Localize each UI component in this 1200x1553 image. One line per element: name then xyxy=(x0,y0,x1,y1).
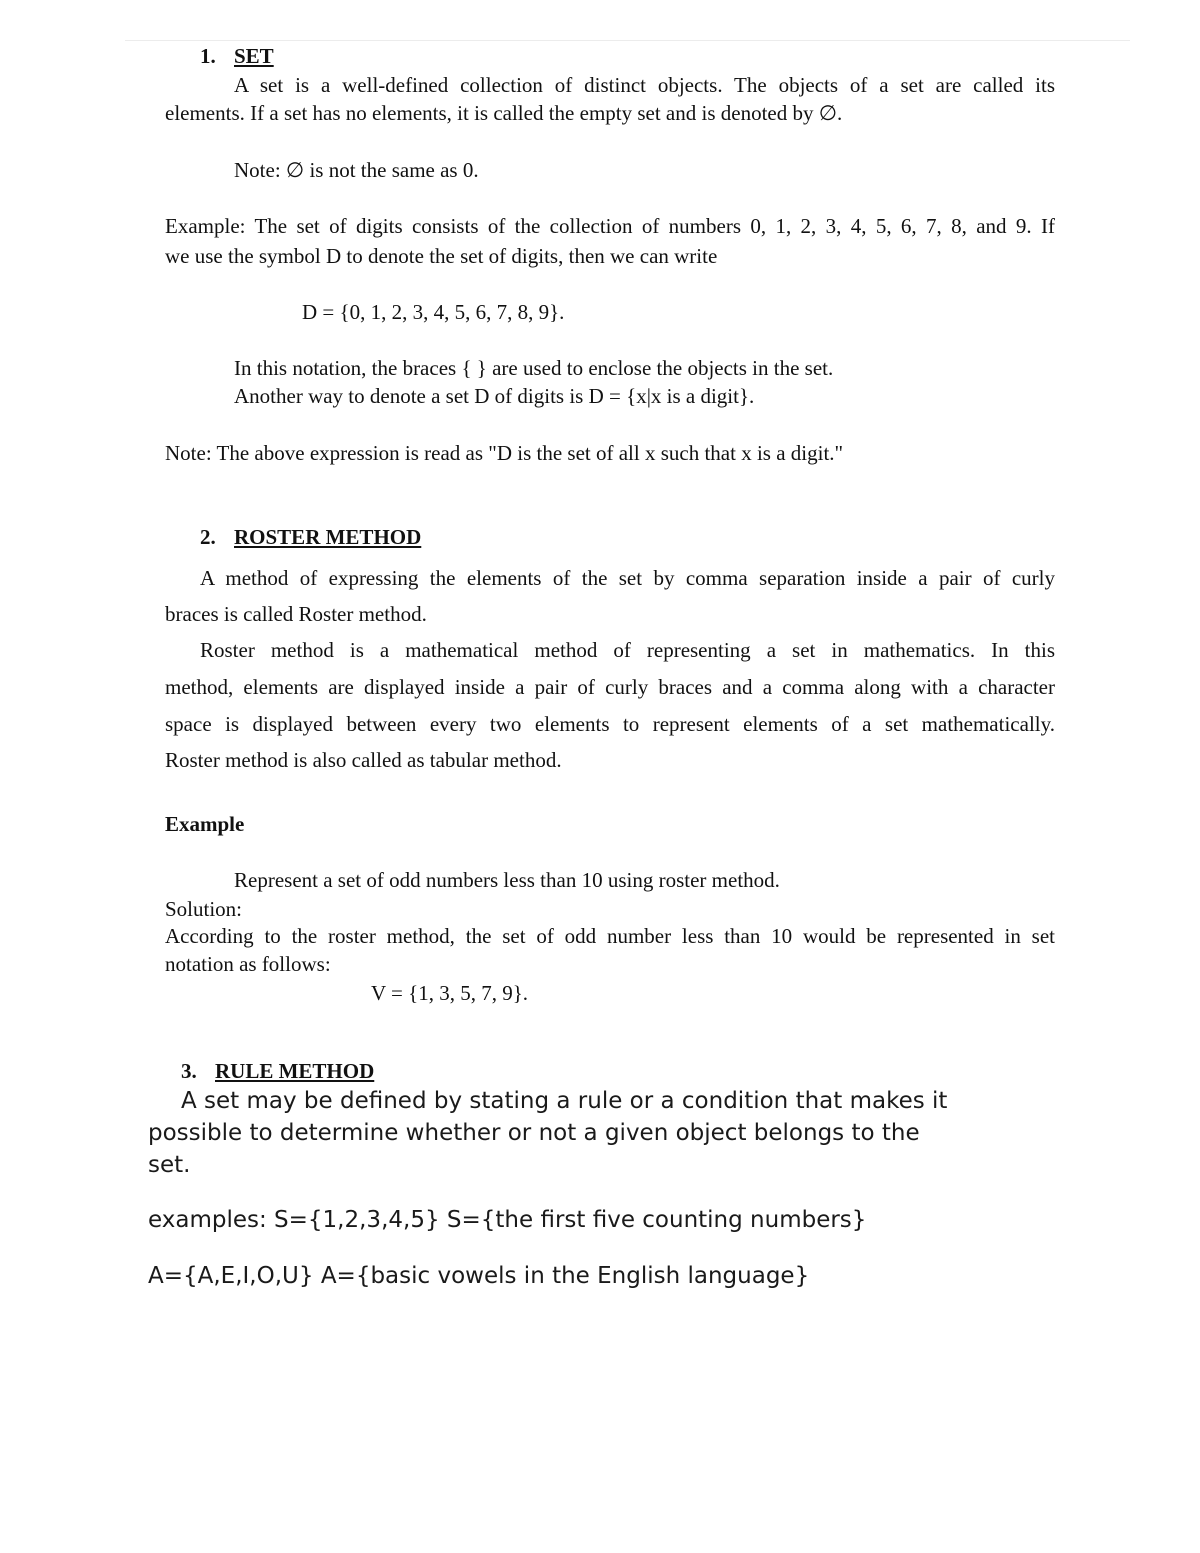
digits-example-line-2: we use the symbol D to denote the set of digits, then we can write xyxy=(165,244,718,268)
note-empty-set: Note: ∅ is not the same as 0. xyxy=(234,158,479,182)
roster-description-line-3: space is displayed between every two elements to represent elements of a set mathematically. xyxy=(165,712,1055,736)
roster-description-line-2: method, elements are displayed inside a pair of curly braces and a comma along with a character xyxy=(165,675,1055,699)
braces-explanation-line-1: In this notation, the braces { } are used to enclose the objects in the set. xyxy=(234,356,834,380)
example-heading: Example xyxy=(165,812,245,836)
braces-explanation-line-2: Another way to denote a set D of digits is D = {x|x is a digit}. xyxy=(234,384,755,408)
rule-examples-line-1: examples: S={1,2,3,4,5} S={the first five counting numbers} xyxy=(148,1207,867,1233)
digits-example-line-1: Example: The set of digits consists of the collection of numbers 0, 1, 2, 3, 4, 5, 6, 7, 8, and 9. If xyxy=(165,214,1055,238)
section-title: ROSTER METHOD xyxy=(234,525,422,549)
odd-set-notation: V = {1, 3, 5, 7, 9}. xyxy=(371,981,529,1005)
note-read-expression: Note: The above expression is read as "D is the set of all x such that x is a digit." xyxy=(165,441,844,465)
solution-line-1: According to the roster method, the set of odd number less than 10 would be represented in set xyxy=(165,924,1055,948)
section-number: 3. xyxy=(181,1059,197,1083)
section-title: SET xyxy=(234,44,274,68)
section-heading-set xyxy=(200,42,274,71)
set-definition-line-1: A set is a well-defined collection of distinct objects. The objects of a set are called its xyxy=(234,73,1055,97)
section-heading-roster xyxy=(200,523,421,552)
page-top-border xyxy=(125,40,1130,41)
solution-label: Solution: xyxy=(165,897,243,921)
rule-examples-line-2: A={A,E,I,O,U} A={basic vowels in the English language} xyxy=(148,1263,810,1289)
section-heading-rule xyxy=(181,1057,374,1086)
digits-set-notation: D = {0, 1, 2, 3, 4, 5, 6, 7, 8, 9}. xyxy=(302,300,565,324)
roster-definition-line-2: braces is called Roster method. xyxy=(165,602,427,626)
roster-description-line-1: Roster method is a mathematical method of representing a set in mathematics. In this xyxy=(200,638,1055,662)
section-number: 2. xyxy=(200,525,216,549)
roster-definition-line-1: A method of expressing the elements of the set by comma separation inside a pair of curly xyxy=(200,566,1055,590)
roster-description-line-4: Roster method is also called as tabular method. xyxy=(165,748,562,772)
section-number: 1. xyxy=(200,44,216,68)
example-task: Represent a set of odd numbers less than 10 using roster method. xyxy=(234,868,780,892)
rule-definition-line-1: A set may be defined by stating a rule or a condition that makes it xyxy=(181,1088,948,1114)
set-definition-line-2: elements. If a set has no elements, it is called the empty set and is denoted by ∅. xyxy=(165,101,843,125)
rule-definition-line-2: possible to determine whether or not a given object belongs to the xyxy=(148,1120,920,1146)
rule-definition-line-3: set. xyxy=(148,1152,191,1178)
solution-line-2: notation as follows: xyxy=(165,952,331,976)
section-title: RULE METHOD xyxy=(215,1059,375,1083)
